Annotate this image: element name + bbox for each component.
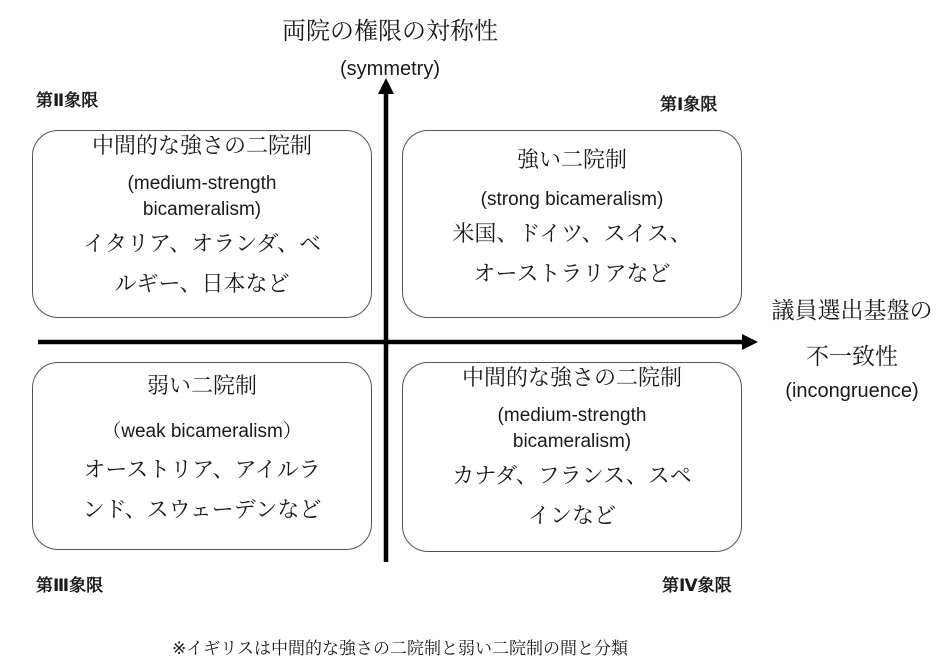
box-q2-examples-line2: ルギー、日本など bbox=[114, 272, 290, 297]
box-q1-name: 強い二院制 bbox=[516, 148, 627, 173]
box-q3-examples-line1: オーストリア、アイルラ bbox=[83, 458, 321, 483]
box-q1-english: (strong bicameralism) bbox=[480, 189, 664, 210]
y-axis-title: 両院の権限の対称性 bbox=[282, 17, 498, 45]
box-q1-examples-line1: 米国、ドイツ、スイス、 bbox=[452, 222, 692, 247]
y-axis-subtitle: (symmetry) bbox=[340, 58, 440, 80]
box-quadrant-3 bbox=[32, 362, 372, 550]
quadrant-label-1: 第Ⅰ象限 bbox=[660, 95, 718, 115]
box-quadrant-2 bbox=[32, 130, 372, 318]
box-q4-examples-line1: カナダ、フランス、スペ bbox=[452, 464, 692, 489]
quadrant-label-4: 第Ⅳ象限 bbox=[662, 576, 732, 596]
x-axis-title-line1: 議員選出基盤の bbox=[771, 298, 933, 324]
box-q3-name: 弱い二院制 bbox=[146, 374, 257, 399]
quadrant-label-2: 第Ⅱ象限 bbox=[36, 91, 99, 111]
box-q4-english-line1: (medium-strength bbox=[497, 405, 647, 426]
box-q2-examples-line1: イタリア、オランダ、ベ bbox=[82, 232, 322, 257]
box-q3-english: （weak bicameralism） bbox=[102, 421, 302, 442]
box-q1-examples-line2: オーストラリアなど bbox=[473, 262, 671, 287]
box-q4-english-line2: bicameralism) bbox=[512, 431, 632, 452]
x-axis-subtitle: (incongruence) bbox=[785, 380, 919, 402]
box-q3-examples-line2: ンド、スウェーデンなど bbox=[82, 498, 322, 523]
box-quadrant-1 bbox=[402, 130, 742, 318]
footnote: ※イギリスは中間的な強さの二院制と弱い二院制の間と分類 bbox=[172, 639, 628, 659]
x-axis-title-line2: 不一致性 bbox=[806, 344, 898, 370]
box-q4-examples-line2: インなど bbox=[527, 504, 616, 529]
box-q2-name: 中間的な強さの二院制 bbox=[91, 134, 312, 159]
quadrant-label-3: 第Ⅲ象限 bbox=[36, 576, 104, 596]
box-quadrant-4 bbox=[402, 362, 742, 552]
box-q2-english-line1: (medium-strength bbox=[127, 173, 277, 194]
box-q4-name: 中間的な強さの二院制 bbox=[461, 366, 682, 391]
box-q2-english-line2: bicameralism) bbox=[142, 199, 262, 220]
